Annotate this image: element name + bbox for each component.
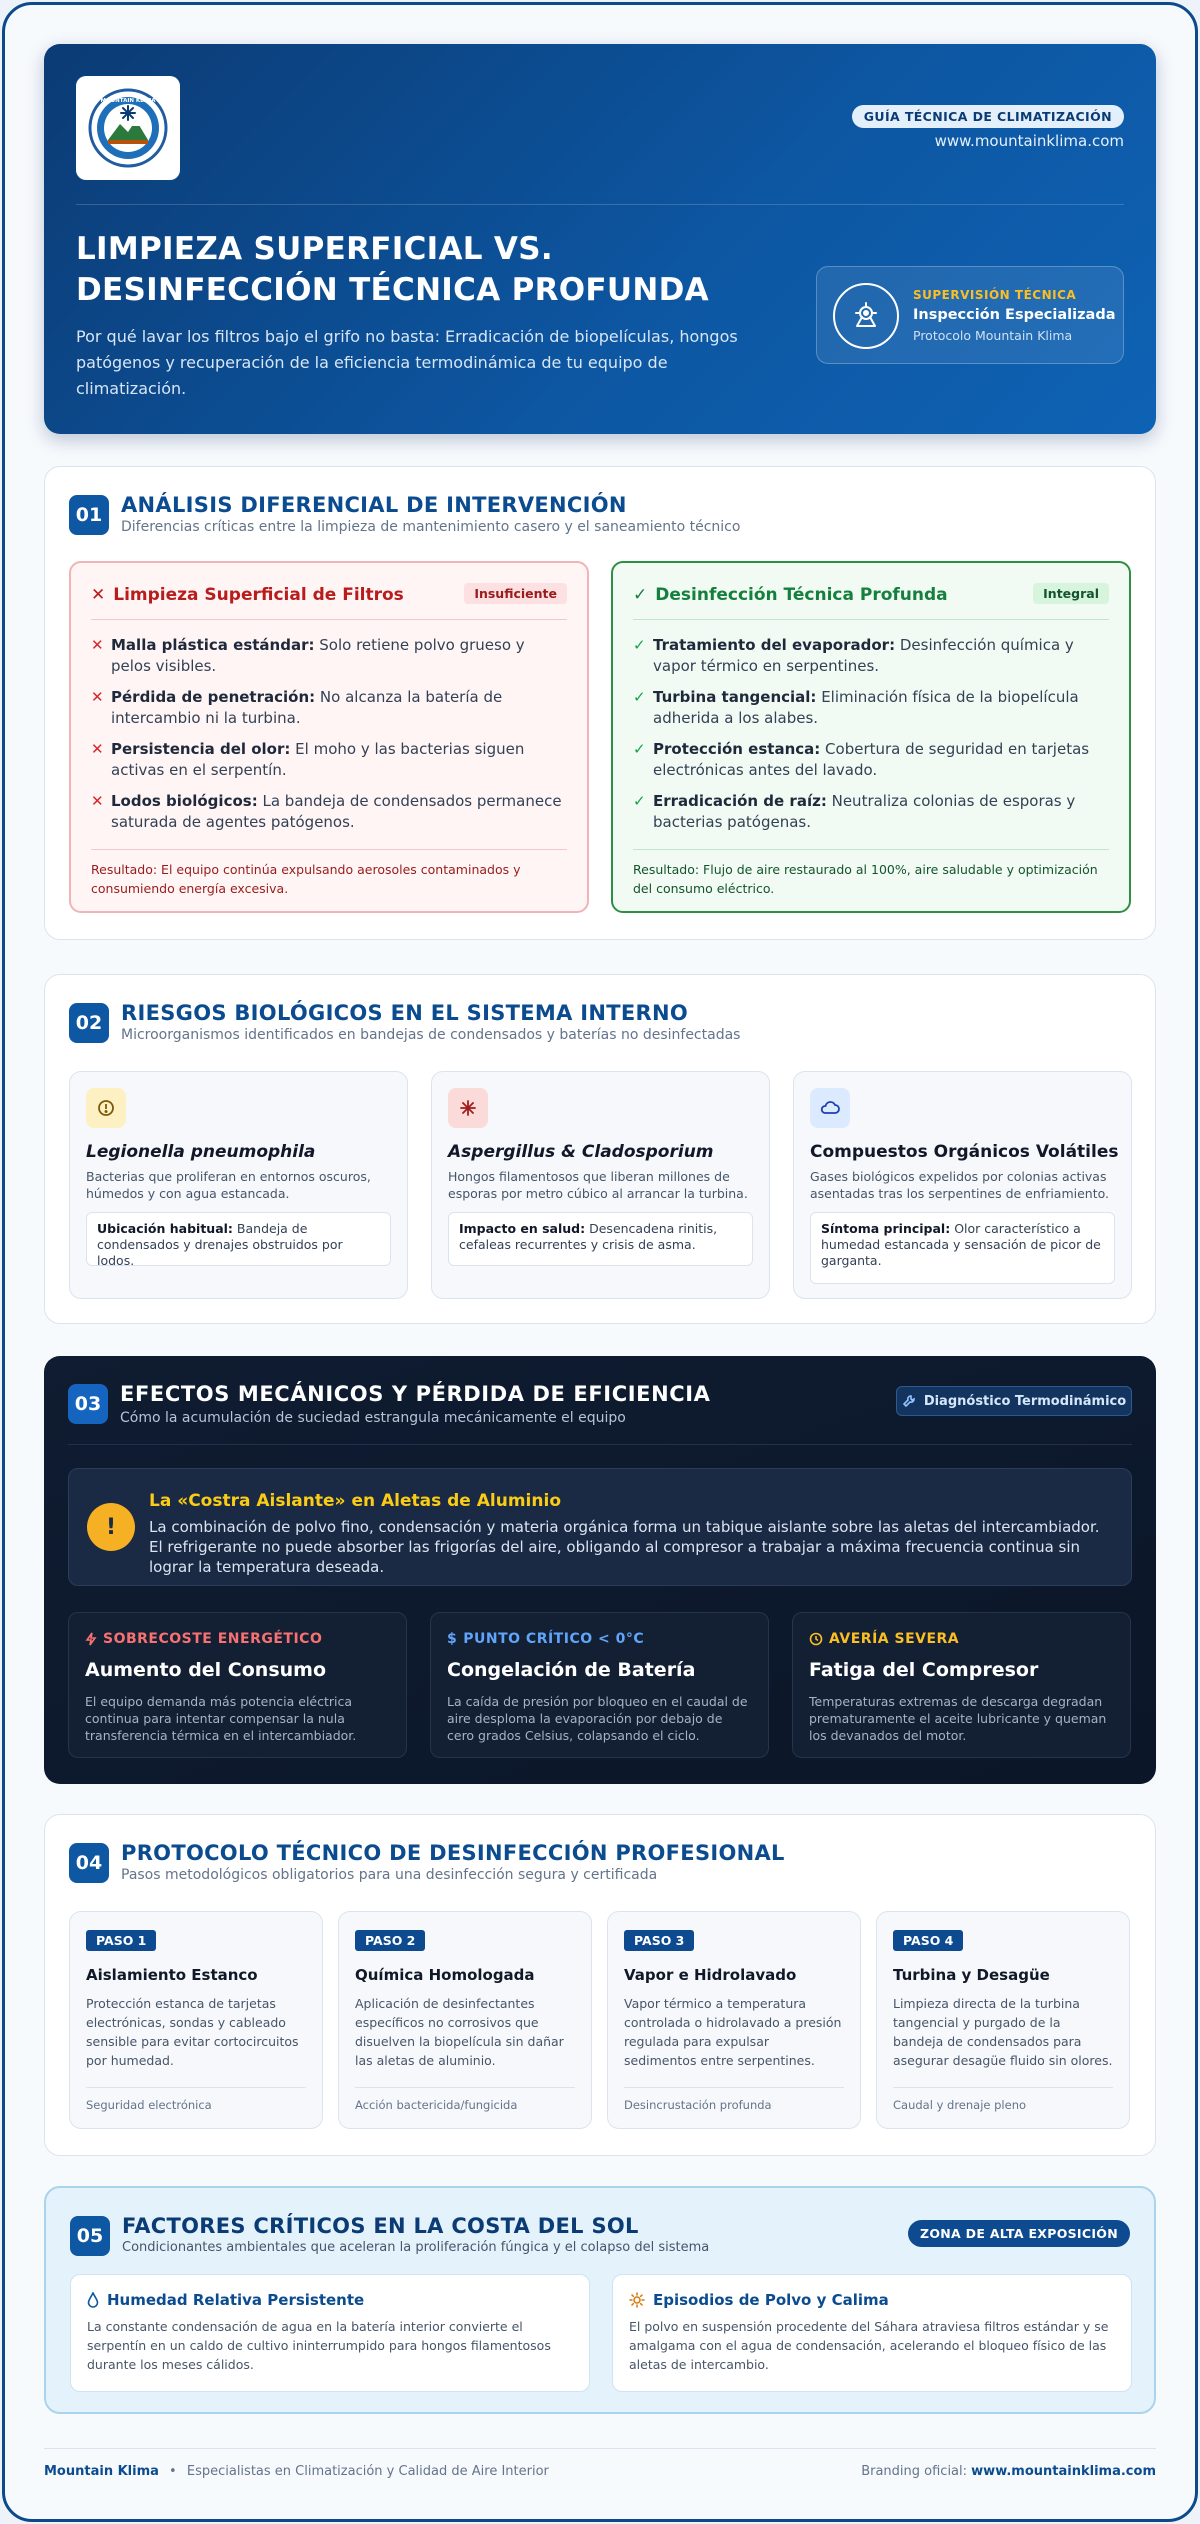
inspector-icon xyxy=(833,283,899,349)
risk-card-legionella xyxy=(69,1071,408,1299)
section-02-biological-risks xyxy=(44,974,1156,1324)
step-card-2 xyxy=(338,1911,592,2129)
x-icon: ✕ xyxy=(91,636,104,654)
wrench-icon xyxy=(902,1394,916,1408)
step-badge: PASO 1 xyxy=(86,1930,156,1951)
section-05-costa-del-sol xyxy=(44,2186,1156,2414)
risk-card-aspergillus xyxy=(431,1071,770,1299)
factor-title: Humedad Relativa Persistente xyxy=(87,2291,364,2309)
step-text: Vapor térmico a temperatura controlada o hidrolavado a presión regulada para expulsar sedimentos entre serpentines. xyxy=(624,1996,842,2068)
step-title: Química Homologada xyxy=(355,1966,535,1984)
step-card-4 xyxy=(876,1911,1130,2129)
deep-disinfection-list xyxy=(633,635,1109,843)
section-title: PROTOCOLO TÉCNICO DE DESINFECCIÓN PROFESIONAL xyxy=(121,1841,785,1865)
dollar-icon: $ xyxy=(447,1631,458,1647)
factor-card-dust xyxy=(612,2274,1132,2392)
step-badge: PASO 4 xyxy=(893,1930,963,1951)
divider xyxy=(893,2087,1113,2088)
section-subtitle: Pasos metodológicos obligatorios para una desinfección segura y certificada xyxy=(121,1867,658,1883)
effect-title: Congelación de Batería xyxy=(447,1659,696,1681)
deep-result: Resultado: Flujo de aire restaurado al 100%, aire saludable y optimización del consumo eléctrico. xyxy=(633,862,1098,896)
factor-text: La constante condensación de agua en la batería interior convierte el serpentín en un caldo de cultivo ininterrumpido para hongos filamentosos durante los meses cálidos. xyxy=(87,2319,551,2372)
alert-circle-icon xyxy=(86,1088,126,1128)
section-subtitle: Cómo la acumulación de suciedad estrangula mecánicamente el equipo xyxy=(120,1410,626,1426)
effect-kicker: SOBRECOSTE ENERGÉTICO xyxy=(85,1631,322,1647)
section-number: 05 xyxy=(70,2216,110,2256)
effect-title: Aumento del Consumo xyxy=(85,1659,327,1681)
x-icon: ✕ xyxy=(91,792,104,810)
list-item: ✓ Erradicación de raíz: Neutraliza colonias de esporas y bacterias patógenas. xyxy=(633,792,1076,831)
step-title: Turbina y Desagüe xyxy=(893,1966,1050,1984)
list-item: ✕ Malla plástica estándar: Solo retiene polvo grueso y pelos visibles. xyxy=(91,636,525,675)
footer-brand xyxy=(44,2464,549,2479)
list-item: ✓ Protección estanca: Cobertura de seguridad en tarjetas electrónicas antes del lavado. xyxy=(633,740,1090,779)
risk-title: Compuestos Orgánicos Volátiles xyxy=(810,1142,1119,1162)
section-number: 04 xyxy=(69,1843,109,1883)
deep-disinfection-title: Desinfección Técnica Profunda xyxy=(655,585,948,605)
page-subtitle: Por qué lavar los filtros bajo el grifo no basta: Erradicación de biopelículas, hongos patógenos y recuperación de la eficiencia termodinámica de tu equipo de climatización. xyxy=(76,327,738,398)
alert-title: La «Costra Aislante» en Aletas de Aluminio xyxy=(149,1491,561,1511)
effect-card-freezing xyxy=(430,1612,769,1758)
list-item: ✕ Pérdida de penetración: No alcanza la batería de intercambio ni la turbina. xyxy=(91,688,503,727)
website-url[interactable]: www.mountainklima.com xyxy=(934,132,1124,150)
step-text: Aplicación de desinfectantes específicos no corrosivos que disuelven la biopelícula sin dañar las aletas de aluminio. xyxy=(355,1996,564,2068)
check-icon: ✓ xyxy=(633,636,646,654)
factor-text: El polvo en suspensión procedente del Sáhara atraviesa filtros estándar y se amalgama con el agua de condensación, acelerando el bloqueo físico de las aletas de intercambio. xyxy=(629,2319,1109,2372)
superficial-cleaning-card xyxy=(69,561,589,913)
footer-tagline: Especialistas en Climatización y Calidad de Aire Interior xyxy=(186,2464,549,2479)
risk-description: Hongos filamentosos que liberan millones de esporas por metro cúbico al arrancar la turbina. xyxy=(448,1169,748,1201)
mountain-klima-logo-icon xyxy=(86,86,170,170)
section-title: EFECTOS MECÁNICOS Y PÉRDIDA DE EFICIENCIA xyxy=(120,1382,711,1406)
list-item: ✓ Turbina tangencial: Eliminación física de la biopelícula adherida a los alabes. xyxy=(633,688,1079,727)
check-icon: ✓ xyxy=(633,585,648,605)
cloud-icon xyxy=(810,1088,850,1128)
insulating-crust-alert xyxy=(68,1468,1132,1586)
check-icon: ✓ xyxy=(633,688,646,706)
droplet-icon xyxy=(87,2292,99,2308)
effect-card-consumption xyxy=(68,1612,407,1758)
effect-title: Fatiga del Compresor xyxy=(809,1659,1039,1681)
divider xyxy=(633,849,1109,850)
step-text: Limpieza directa de la turbina tangencial y purgado de la bandeja de condensados para asegurar desagüe fluido sin olores. xyxy=(893,1996,1113,2068)
factor-title: Episodios de Polvo y Calima xyxy=(629,2291,889,2309)
thermodynamic-diagnosis-badge xyxy=(896,1386,1132,1416)
deep-disinfection-heading xyxy=(633,585,948,605)
supervision-kicker: SUPERVISIÓN TÉCNICA xyxy=(913,288,1077,302)
step-badge: PASO 2 xyxy=(355,1930,425,1951)
effect-kicker: AVERÍA SEVERA xyxy=(809,1631,959,1647)
section-number: 03 xyxy=(68,1384,108,1424)
risk-detail: Impacto en salud: Desencadena rinitis, cefaleas recurrentes y crisis de asma. xyxy=(448,1212,753,1266)
step-title: Aislamiento Estanco xyxy=(86,1966,258,1984)
section-03-mechanical-effects xyxy=(44,1356,1156,1784)
list-item: ✕ Lodos biológicos: La bandeja de condensados permanece saturada de agentes patógenos. xyxy=(91,792,562,831)
risk-card-voc xyxy=(793,1071,1132,1299)
high-exposure-badge: ZONA DE ALTA EXPOSICIÓN xyxy=(908,2220,1130,2247)
content xyxy=(44,44,1156,2479)
deep-disinfection-card xyxy=(611,561,1131,913)
step-footer: Caudal y drenaje pleno xyxy=(893,2098,1027,2112)
effect-text: La caída de presión por bloqueo en el caudal de aire desploma la evaporación por debajo de cero grados Celsius, colapsando el ciclo. xyxy=(447,1694,748,1743)
x-icon: ✕ xyxy=(91,740,104,758)
spore-icon xyxy=(448,1088,488,1128)
step-footer: Seguridad electrónica xyxy=(86,2098,212,2112)
list-item: ✕ Persistencia del olor: El moho y las bacterias siguen activas en el serpentín. xyxy=(91,740,525,779)
step-footer: Desincrustación profunda xyxy=(624,2098,772,2112)
guide-tag: GUÍA TÉCNICA DE CLIMATIZACIÓN xyxy=(852,105,1124,128)
superficial-cleaning-list xyxy=(91,635,567,843)
section-title: FACTORES CRÍTICOS EN LA COSTA DEL SOL xyxy=(122,2214,639,2238)
risk-detail: Ubicación habitual: Bandeja de condensados y drenajes obstruidos por lodos. xyxy=(86,1212,391,1266)
warning-icon: ! xyxy=(87,1503,135,1551)
factor-card-humidity xyxy=(70,2274,590,2392)
sun-icon xyxy=(629,2292,645,2308)
divider xyxy=(68,1444,1132,1445)
section-title: RIESGOS BIOLÓGICOS EN EL SISTEMA INTERNO xyxy=(121,1001,689,1025)
footer-official xyxy=(861,2464,1156,2479)
supervision-title: Inspección Especializada xyxy=(913,307,1116,323)
check-icon: ✓ xyxy=(633,792,646,810)
svg-text:MOUNTAIN KLIMA: MOUNTAIN KLIMA xyxy=(100,98,156,104)
footer-separator: • xyxy=(169,2464,177,2479)
step-card-1 xyxy=(69,1911,323,2129)
section-subtitle: Condicionantes ambientales que aceleran la proliferación fúngica y el colapso del sistema xyxy=(122,2240,710,2255)
brand-logo xyxy=(76,76,180,180)
section-title: ANÁLISIS DIFERENCIAL DE INTERVENCIÓN xyxy=(121,493,627,517)
risk-title: Legionella pneumophila xyxy=(86,1142,316,1162)
section-01-differential-analysis xyxy=(44,466,1156,940)
footer-brand-name: Mountain Klima xyxy=(44,2464,159,2479)
effect-card-compressor xyxy=(792,1612,1131,1758)
step-badge: PASO 3 xyxy=(624,1930,694,1951)
integral-badge: Integral xyxy=(1033,583,1109,604)
step-footer: Acción bactericida/fungicida xyxy=(355,2098,518,2112)
risk-title: Aspergillus & Cladosporium xyxy=(448,1142,714,1162)
list-item: ✓ Tratamiento del evaporador: Desinfección química y vapor térmico en serpentines. xyxy=(633,636,1074,675)
page-title: LIMPIEZA SUPERFICIAL VS. DESINFECCIÓN TÉCNICA PROFUNDA xyxy=(76,231,709,308)
divider xyxy=(355,2087,575,2088)
badge-label: Diagnóstico Termodinámico xyxy=(923,1393,1127,1409)
step-card-3 xyxy=(607,1911,861,2129)
section-number: 02 xyxy=(69,1003,109,1043)
section-number: 01 xyxy=(69,495,109,535)
divider xyxy=(91,619,567,620)
section-04-protocol xyxy=(44,1814,1156,2156)
risk-detail: Síntoma principal: Olor característico a humedad estancada y sensación de picor de garganta. xyxy=(810,1212,1115,1284)
section-subtitle: Microorganismos identificados en bandejas de condensados y baterías no desinfectadas xyxy=(121,1027,741,1043)
effect-text: Temperaturas extremas de descarga degradan prematuramente el aceite lubricante y queman los devanados del motor. xyxy=(809,1694,1107,1743)
x-icon: ✕ xyxy=(91,585,106,605)
insufficient-badge: Insuficiente xyxy=(464,583,567,604)
hero-header xyxy=(44,44,1156,434)
alert-text: La combinación de polvo fino, condensación y materia orgánica forma un tabique aislante sobre las aletas del intercambiador. El refrigerante no puede absorber las frigorías del aire, obligando al compresor a trabajar a máxima frecuencia continua sin lograr la temperatura deseada. xyxy=(149,1518,1100,1576)
x-icon: ✕ xyxy=(91,688,104,706)
supervision-protocol: Protocolo Mountain Klima xyxy=(913,328,1073,343)
divider xyxy=(624,2087,844,2088)
clock-icon xyxy=(809,1632,823,1646)
check-icon: ✓ xyxy=(633,740,646,758)
risk-description: Bacterias que proliferan en entornos oscuros, húmedos y con agua estancada. xyxy=(86,1169,371,1201)
superficial-result: Resultado: El equipo continúa expulsando aerosoles contaminados y consumiendo energía excesiva. xyxy=(91,862,521,896)
effect-kicker: $ PUNTO CRÍTICO < 0°C xyxy=(447,1631,645,1647)
bolt-icon xyxy=(85,1632,97,1646)
step-text: Protección estanca de tarjetas electrónicas, sondas y cableado sensible para evitar cortocircuitos por humedad. xyxy=(86,1996,299,2068)
footer-official-label: Branding oficial: xyxy=(861,2464,968,2479)
divider xyxy=(91,849,567,850)
superficial-cleaning-heading xyxy=(91,585,404,605)
risk-description: Gases biológicos expelidos por colonias activas asentadas tras los serpentines de enfriamiento. xyxy=(810,1169,1110,1201)
divider xyxy=(633,619,1109,620)
footer-official-link[interactable]: www.mountainklima.com xyxy=(971,2464,1156,2479)
section-subtitle: Diferencias críticas entre la limpieza de mantenimiento casero y el saneamiento técnico xyxy=(121,519,741,535)
superficial-cleaning-title: Limpieza Superficial de Filtros xyxy=(113,585,404,605)
divider xyxy=(86,2087,306,2088)
step-title: Vapor e Hidrolavado xyxy=(624,1966,797,1984)
effect-text: El equipo demanda más potencia eléctrica continua para intentar compensar la nula transferencia térmica en el intercambiador. xyxy=(85,1694,357,1743)
hero-divider xyxy=(76,204,1124,205)
supervision-card xyxy=(816,266,1124,364)
footer-divider xyxy=(44,2448,1156,2449)
